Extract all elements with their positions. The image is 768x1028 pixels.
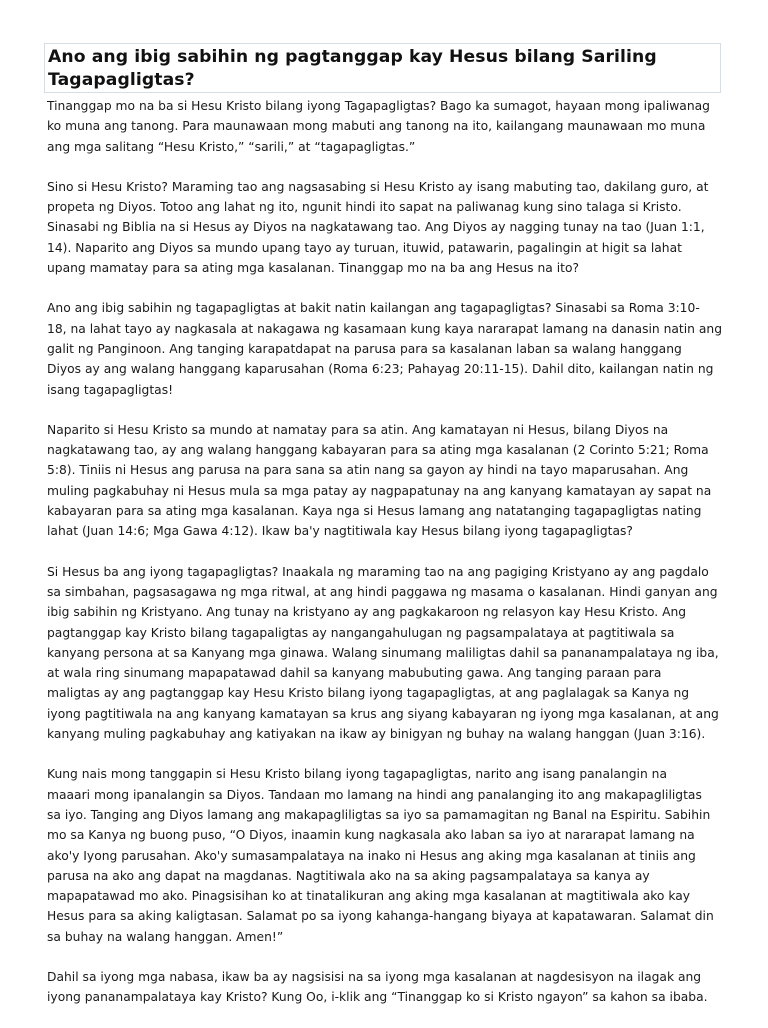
text-line: kanyang persona at sa Kanyang mga ginawa. Walang sinumang maliligtas dahil sa pananampalataya ng iba, bbox=[47, 645, 719, 660]
text-line: Diyos ay ang walang hanggang kaparusahan (Roma 6:23; Pahayag 20:11-15). Dahil dito, kailangan natin ng bbox=[47, 362, 714, 377]
text-line: 14). Naparito ang Diyos sa mundo upang tayo ay turuan, ituwid, patawarin, pagalingin at higit sa lahat bbox=[47, 240, 682, 255]
text-line: Sinasabi ng Biblia na si Hesus ay Diyos na nagkatawang tao. Ang Diyos ay nagging tunay na tao (Juan 1:1, bbox=[47, 220, 705, 235]
text-line: nagkatawang tao, ay ang walang hanggang kabayaran para sa ating mga kasalanan (2 Corinto 5:21; Roma bbox=[47, 443, 709, 458]
title-line: Tagapagligtas? bbox=[48, 70, 195, 90]
text-line: Kung nais mong tanggapin si Hesu Kristo bilang iyong tagapagligtas, narito ang isang panalangin na bbox=[47, 767, 668, 782]
text-line: propeta ng Diyos. Totoo ang lahat ng ito, ngunit hindi ito sapat na paliwanag kung sino talaga si Kristo. bbox=[47, 200, 682, 215]
title-box bbox=[44, 43, 721, 93]
text-line: sa simbahan, pagsasagawa ng mga ritwal, at ang hindi paggawa ng masama o kasalanan. Hindi ganyan ang bbox=[47, 584, 718, 599]
text-line: ang mga salitang “Hesu Kristo,” “sarili,” at “tagapagligtas.” bbox=[47, 139, 416, 154]
text-line: mo sa Kanya ng buong puso, “O Diyos, inaamin kung nagkasala ako laban sa iyo at nararapat lamang na bbox=[47, 828, 695, 843]
text-line: at wala ring sinumang mapapatawad dahil sa kanyang mabubuting gawa. Ang tanging paraan para bbox=[47, 666, 662, 681]
paragraph-saviour-meaning bbox=[47, 298, 737, 399]
text-line: Ano ang ibig sabihin ng tagapagligtas at bakit natin kailangan ang tagapagligtas? Sinasabi sa Roma 3:10- bbox=[47, 301, 700, 316]
text-line: iyong pananampalataya kay Kristo? Kung Oo, i-klik ang “Tinanggap ko si Kristo ngayon” sa kahon sa ibaba. bbox=[47, 990, 708, 1005]
text-line: galit ng Panginoon. Ang tanging karapatdapat na parusa para sa kasalanan laban sa walang hanggang bbox=[47, 341, 682, 356]
text-line: Dahil sa iyong mga nabasa, ikaw ba ay nagsisisi na sa iyong mga kasalanan at nagdesisyon na ilagak ang bbox=[47, 969, 702, 984]
paragraph-christ-died bbox=[47, 420, 737, 542]
title-line: Ano ang ibig sabihin ng pagtanggap kay Hesus bilang Sariling bbox=[48, 47, 657, 67]
text-line: kabayaran para sa ating mga kasalanan. Kaya nga si Hesus lamang ang natatanging tagapagligtas nating bbox=[47, 504, 702, 519]
text-line: Naparito si Hesu Kristo sa mundo at namatay para sa atin. Ang kamatayan ni Hesus, bilang Diyos na bbox=[47, 422, 669, 437]
text-line: isang tagapagligtas! bbox=[47, 382, 174, 397]
text-line: Sino si Hesu Kristo? Maraming tao ang nagsasabing si Hesu Kristo ay isang mabuting tao, dakilang guro, at bbox=[47, 179, 709, 194]
text-line: lahat (Juan 14:6; Mga Gawa 4:12). Ikaw ba'y nagtitiwala kay Hesus bilang iyong tagapagligtas? bbox=[47, 524, 633, 539]
paragraph-who-is-christ bbox=[47, 177, 737, 278]
paragraph-prayer bbox=[47, 764, 737, 947]
text-line: maaari mong ipanalangin sa Diyos. Tandaan mo lamang na hindi ang panalanging ito ang makapagliligtas bbox=[47, 787, 702, 802]
paragraph-closing bbox=[47, 967, 737, 1008]
paragraph-is-jesus-your-saviour bbox=[47, 562, 737, 745]
text-line: ibig sabihin ng Kristyano. Ang tunay na kristyano ay ang pagkakaroon ng relasyon kay Hesu Kristo. Ang bbox=[47, 605, 687, 620]
text-line: sa buhay na walang hanggan. Amen!” bbox=[47, 929, 284, 944]
text-line: pagtanggap kay Kristo bilang tagapaligtas ay nangangahulugan ng pagsampalataya at pagtitiwala sa bbox=[47, 625, 675, 640]
text-line: upang mamatay para sa ating mga kasalanan. Tinanggap mo na ba ang Hesus na ito? bbox=[47, 261, 580, 276]
article-body bbox=[47, 96, 737, 1028]
text-line: iyong pagtitiwala na ang kanyang kamatayan sa krus ang siyang kabayaran ng iyong mga kasalanan, at ang bbox=[47, 706, 719, 721]
text-line: Si Hesus ba ang iyong tagapagligtas? Inaakala ng maraming tao na ang pagiging Kristyano ay ang pagdalo bbox=[47, 564, 709, 579]
text-line: Hesus para sa aking kaligtasan. Salamat po sa iyong kahanga-hangang biyaya at kapatawaran. Salamat din bbox=[47, 909, 714, 924]
page-title bbox=[48, 46, 720, 92]
text-line: sa iyo. Tanging ang Diyos lamang ang makapagliligtas sa iyo sa pamamagitan ng Banal na Espiritu. Sabihin bbox=[47, 807, 711, 822]
text-line: muling pagkabuhay ni Hesus mula sa mga patay ay nagpapatunay na ang kanyang kamatayan ay sapat na bbox=[47, 483, 712, 498]
text-line: maligtas ay ang pagtanggap kay Hesu Kristo bilang iyong tagapagligtas, at ang paglalagak sa Kanya ng bbox=[47, 686, 690, 701]
text-line: ko muna ang tanong. Para maunawaan mong mabuti ang tanong na ito, kailangang maunawaan mo muna bbox=[47, 119, 706, 134]
text-line: mapapatawad mo ako. Pinagsisihan ko at tinatalikuran ang aking mga kasalanan at magtitiwala ako kay bbox=[47, 889, 691, 904]
text-line: parusa na ako ang dapat na magdanas. Nagtitiwala ako na sa aking pagsampalataya sa kanya ay bbox=[47, 868, 650, 883]
paragraph-intro bbox=[47, 96, 737, 157]
text-line: kanyang muling pagkabuhay ang katiyakan na ikaw ay binigyan ng buhay na walang hanggan (Juan 3:16). bbox=[47, 727, 706, 742]
text-line: ako'y Iyong parusahan. Ako'y sumasampalataya na inako ni Hesus ang aking mga kasalanan at tiniis ang bbox=[47, 848, 696, 863]
text-line: Tinanggap mo na ba si Hesu Kristo bilang iyong Tagapagligtas? Bago ka sumagot, hayaan mong ipaliwanag bbox=[47, 99, 710, 113]
text-line: 5:8). Tiniis ni Hesus ang parusa na para sana sa atin nang sa gayon ay hindi na tayo maparusahan. Ang bbox=[47, 463, 689, 478]
text-line: 18, na lahat tayo ay nagkasala at nakagawa ng kasamaan kung kaya nararapat lamang na danasin natin ang bbox=[47, 321, 723, 336]
